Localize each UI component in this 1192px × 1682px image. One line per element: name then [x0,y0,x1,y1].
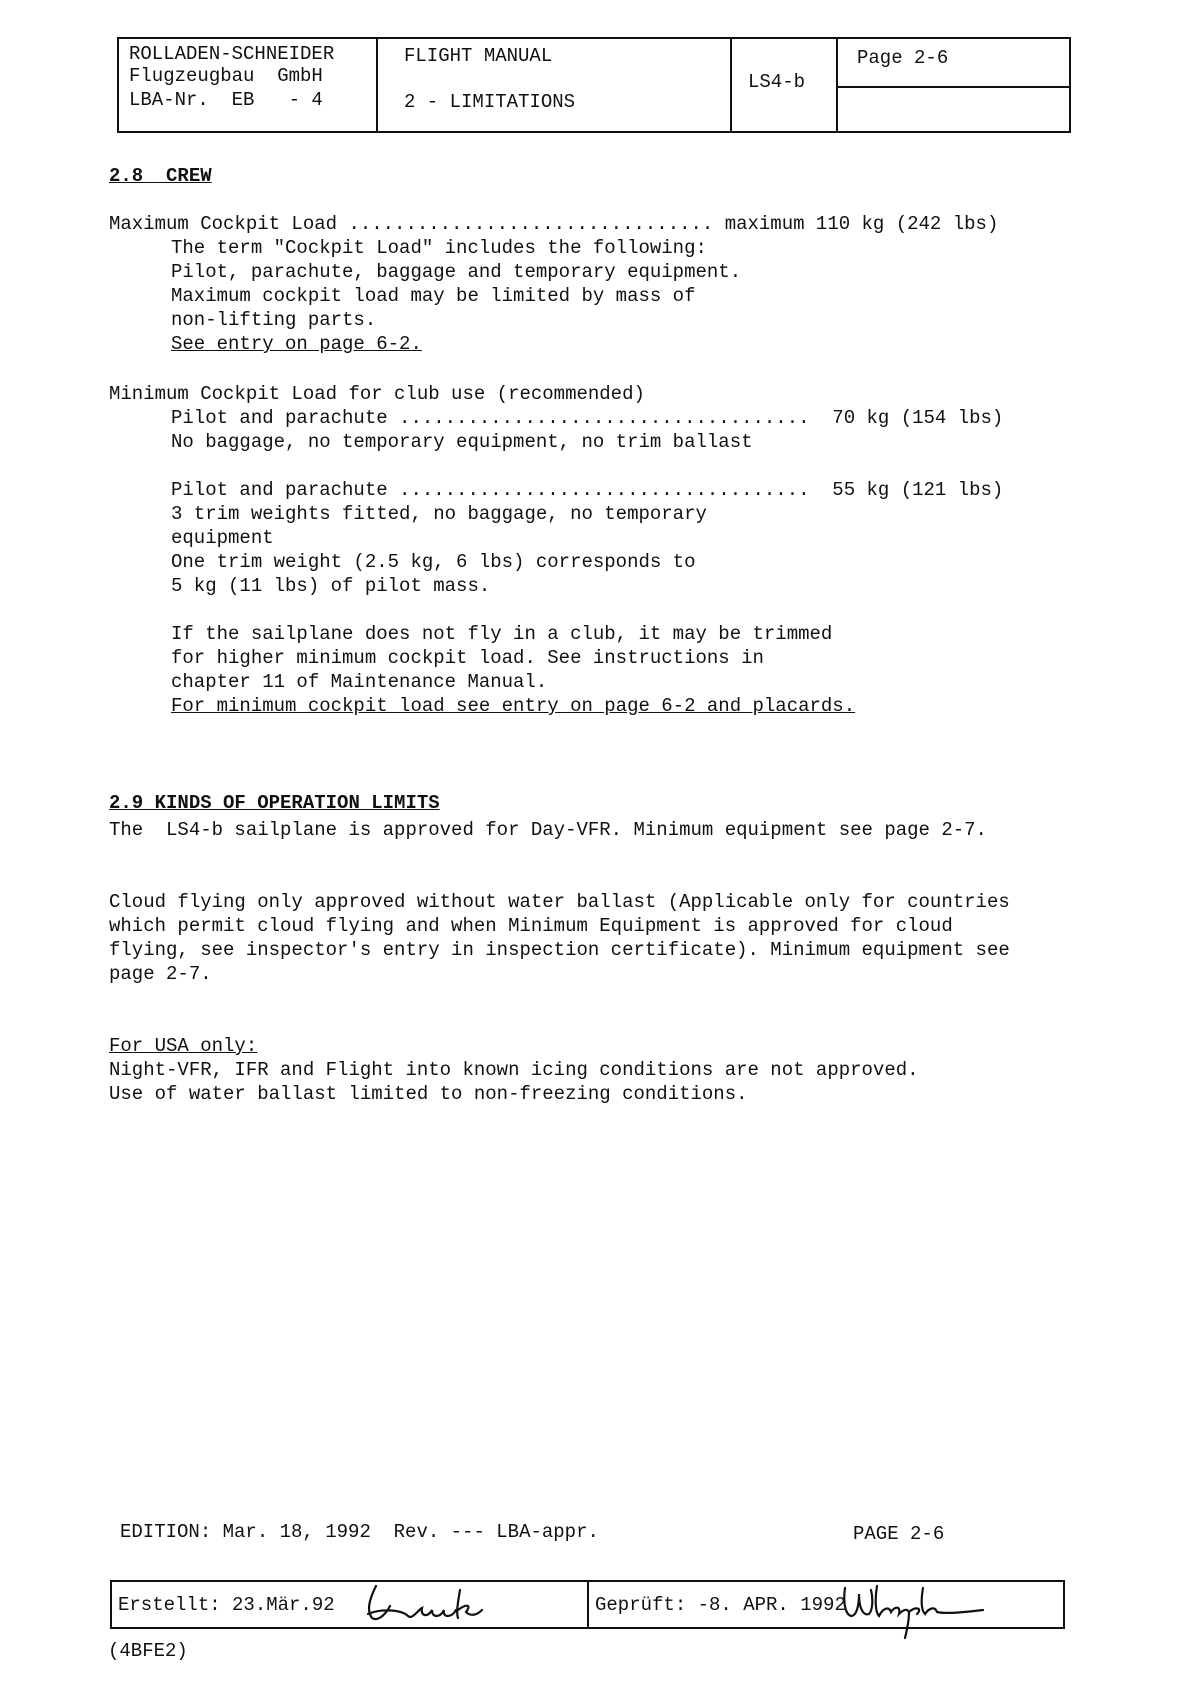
max-note-line: Pilot, parachute, baggage and temporary equipment. [171,261,742,283]
crew-heading: 2.8 CREW [109,165,212,187]
max-cockpit-load: Maximum Cockpit Load ................................ maximum 110 kg (242 lbs) [109,213,999,235]
manual-title: FLIGHT MANUAL [404,45,553,67]
min-load-option-b-note: One trim weight (2.5 kg, 6 lbs) corresponds to [171,551,696,573]
max-load-reference: See entry on page 6-2. [171,333,422,355]
min-load-option-b-note: 3 trim weights fitted, no baggage, no temporary [171,503,707,525]
min-load-option-a-note: No baggage, no temporary equipment, no trim ballast [171,431,753,453]
cloud-flying-line: flying, see inspector's entry in inspection certificate). Minimum equipment see [109,939,1010,961]
min-load-option-a: Pilot and parachute .................................... 70 kg (154 lbs) [171,407,1004,429]
approval-divider [587,1582,589,1627]
min-load-option-b-note: 5 kg (11 lbs) of pilot mass. [171,575,491,597]
usa-heading: For USA only: [109,1035,258,1057]
club-note-line: for higher minimum cockpit load. See instructions in [171,647,764,669]
header-table [117,37,1071,133]
company-name: ROLLADEN-SCHNEIDER [129,43,335,65]
club-note-line: chapter 11 of Maintenance Manual. [171,671,548,693]
usa-line: Use of water ballast limited to non-freezing conditions. [109,1083,748,1105]
min-load-option-b-note: equipment [171,527,274,549]
footer-page-number: PAGE 2-6 [853,1523,945,1545]
max-note-line: Maximum cockpit load may be limited by mass of [171,285,696,307]
min-cockpit-load: Minimum Cockpit Load for club use (recommended) [109,383,645,405]
erstellt-date: Erstellt: 23.Mär.92 [118,1594,335,1616]
max-note-line: non-lifting parts. [171,309,377,331]
usa-line: Night-VFR, IFR and Flight into known icing conditions are not approved. [109,1059,919,1081]
cloud-flying-line: which permit cloud flying and when Minimum Equipment is approved for cloud [109,915,953,937]
operation-line: The LS4-b sailplane is approved for Day-VFR. Minimum equipment see page 2-7. [109,819,987,841]
header-divider [836,86,1069,88]
max-note-line: The term "Cockpit Load" includes the following: [171,237,707,259]
geprueft-date: Geprüft: -8. APR. 1992 [595,1594,846,1616]
cloud-flying-line: Cloud flying only approved without water ballast (Applicable only for countries [109,891,1010,913]
operation-heading: 2.9 KINDS OF OPERATION LIMITS [109,792,440,814]
header-divider [836,39,838,131]
erstellt-signature [362,1580,492,1628]
club-reference: For minimum cockpit load see entry on page 6-2 and placards. [171,695,856,717]
header-page-number: Page 2-6 [857,47,949,69]
edition-line: EDITION: Mar. 18, 1992 Rev. --- LBA-appr. [120,1521,599,1543]
company-subname: Flugzeugbau GmbH [129,65,323,87]
club-note-line: If the sailplane does not fly in a club, it may be trimmed [171,623,833,645]
cloud-flying-line: page 2-7. [109,963,212,985]
lba-number: LBA-Nr. EB - 4 [129,89,323,111]
model-name: LS4-b [748,71,806,93]
header-divider [730,39,732,131]
header-divider [376,39,378,131]
document-code: (4BFE2) [108,1640,188,1662]
section-title: 2 - LIMITATIONS [404,91,576,113]
geprueft-signature [837,1578,987,1640]
approval-box [110,1580,1065,1629]
min-load-option-b: Pilot and parachute .................................... 55 kg (121 lbs) [171,479,1004,501]
